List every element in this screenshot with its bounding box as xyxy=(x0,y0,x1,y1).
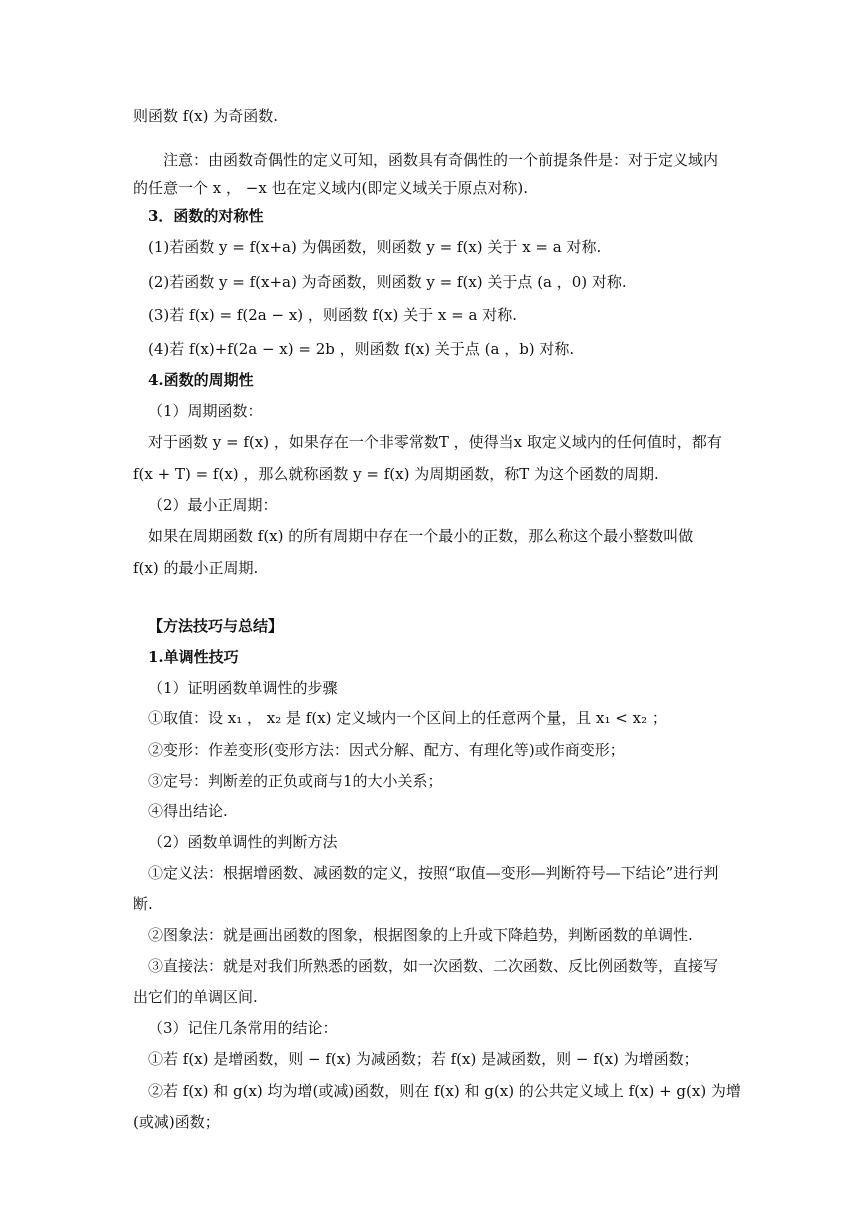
text-line-odd-function-conclusion: 则函数 f(x) 为奇函数. xyxy=(133,107,279,125)
step-1-take-values: ①取值：设 x₁ ， x₂ 是 f(x) 定义域内一个区间上的任意两个量，且 x₁ < x₂ ； xyxy=(148,709,667,727)
method-definition-line-1: ①定义法：根据增函数、减函数的定义，按照“取值—变形—判断符号—下结论”进行判 xyxy=(148,864,719,882)
step-3-determine-sign: ③定号：判断差的正负或商与1的大小关系； xyxy=(148,772,443,790)
symmetry-item-2: (2)若函数 y = f(x+a) 为奇函数，则函数 y = f(x) 关于点 (a ，0) 对称. xyxy=(148,273,627,291)
subsection-heading-monotonicity: 1.单调性技巧 xyxy=(148,648,239,666)
method-direct-line-2: 出它们的单调区间. xyxy=(133,988,258,1006)
common-conclusions-subheading: （3）记住几条常用的结论： xyxy=(148,1019,338,1037)
method-definition-line-2: 断. xyxy=(133,895,153,913)
judgement-methods-subheading: （2）函数单调性的判断方法 xyxy=(148,833,338,851)
proof-steps-subheading: （1）证明函数单调性的步骤 xyxy=(148,679,338,697)
symmetry-item-1: (1)若函数 y = f(x+a) 为偶函数，则函数 y = f(x) 关于 x = a 对称. xyxy=(148,238,602,256)
section-heading-methods-summary: 【方法技巧与总结】 xyxy=(148,617,284,635)
conclusion-1: ①若 f(x) 是增函数，则 − f(x) 为减函数；若 f(x) 是减函数，则 − f(x) 为增函数； xyxy=(148,1050,699,1068)
text-line-note: 注意：由函数奇偶性的定义可知，函数具有奇偶性的一个前提条件是：对于定义域内 xyxy=(163,151,719,169)
step-2-transform: ②变形：作差变形(变形方法：因式分解、配方、有理化等)或作商变形； xyxy=(148,741,625,759)
section-heading-periodicity: 4.函数的周期性 xyxy=(148,371,254,389)
conclusion-2-line-1: ②若 f(x) 和 g(x) 均为增(或减)函数，则在 f(x) 和 g(x) 的公共定义域上 f(x) + g(x) 为增 xyxy=(148,1082,741,1100)
min-period-line-1: 如果在周期函数 f(x) 的所有周期中存在一个最小的正数，那么称这个最小整数叫做 xyxy=(148,527,694,545)
section-heading-symmetry: 3．函数的对称性 xyxy=(148,207,264,225)
method-graph: ②图象法：就是画出函数的图象，根据图象的上升或下降趋势，判断函数的单调性. xyxy=(148,926,693,944)
periodic-function-subheading: （1）周期函数： xyxy=(148,402,263,420)
conclusion-2-line-2: (或减)函数； xyxy=(133,1113,220,1131)
method-direct-line-1: ③直接法：就是对我们所熟悉的函数，如一次函数、二次函数、反比例函数等，直接写 xyxy=(148,957,719,975)
periodic-definition-line-2: f(x + T) = f(x) ，那么就称函数 y = f(x) 为周期函数，称T 为这个函数的周期. xyxy=(133,465,659,483)
min-period-subheading: （2）最小正周期： xyxy=(148,496,278,514)
symmetry-item-4: (4)若 f(x)+f(2a − x) = 2b ，则函数 f(x) 关于点 (a ，b) 对称. xyxy=(148,340,575,358)
text-line-note-cont: 的任意一个 x ， −x 也在定义域内(即定义域关于原点对称). xyxy=(133,179,529,197)
periodic-definition-line-1: 对于函数 y = f(x) ，如果存在一个非零常数T ，使得当x 取定义域内的任何值时，都有 xyxy=(148,433,722,451)
step-4-conclusion: ④得出结论. xyxy=(148,802,228,820)
symmetry-item-3: (3)若 f(x) = f(2a − x) ，则函数 f(x) 关于 x = a 对称. xyxy=(148,306,517,324)
min-period-line-2: f(x) 的最小正周期. xyxy=(133,559,259,577)
